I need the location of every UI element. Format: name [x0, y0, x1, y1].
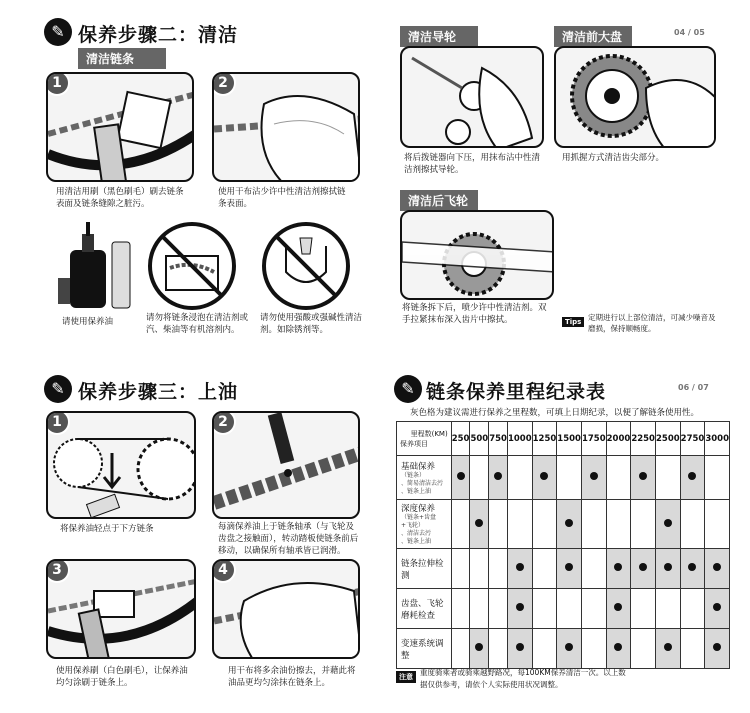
record-cell[interactable] — [451, 500, 470, 549]
maintenance-dot-icon — [664, 643, 672, 651]
table-header-row — [397, 422, 730, 456]
table-row — [397, 456, 730, 500]
chainring-illustration — [554, 46, 716, 148]
oil-bottle-brush-icon — [56, 222, 140, 312]
row-label-cell — [397, 629, 452, 669]
record-table — [396, 421, 730, 669]
step1-caption: 用清洁用刷（黑色刷毛）刷去链条表面及链条缝隙之脏污。 — [56, 187, 184, 209]
table-row — [397, 629, 730, 669]
maintenance-dot-icon — [475, 519, 483, 527]
record-cell[interactable] — [507, 589, 532, 629]
cloth-wipe-illustration — [214, 74, 360, 182]
record-cell[interactable] — [680, 589, 705, 629]
cassette-illustration — [400, 210, 554, 300]
maintenance-dot-icon — [516, 643, 524, 651]
maintenance-dot-icon — [516, 563, 524, 571]
wrench-icon: ✎ — [44, 18, 72, 46]
maintenance-dot-icon — [614, 563, 622, 571]
maintenance-dot-icon — [494, 472, 502, 480]
page-cleaning-parts — [382, 6, 732, 351]
guide-caption: 将后拨链器向下压，用抹布沾中性清洁剂擦拭导轮。 — [404, 153, 541, 175]
table-row — [397, 549, 730, 589]
record-cell[interactable] — [532, 500, 557, 549]
maintenance-dot-icon — [475, 643, 483, 651]
record-cell[interactable] — [581, 500, 606, 549]
section-tag-front: 清洁前大盘 — [554, 26, 632, 47]
record-cell[interactable] — [489, 629, 508, 669]
step-number: 2 — [212, 411, 236, 435]
record-cell[interactable] — [470, 549, 489, 589]
row-label: 齿盘、飞轮磨耗检查 — [401, 598, 444, 621]
record-cell[interactable] — [680, 629, 705, 669]
table-row — [397, 500, 730, 549]
mileage-col-header: 750 — [489, 422, 508, 456]
row-sublabel: （链条+齿盘+飞轮） 、清洁去污 、链条上油 — [401, 514, 437, 545]
maintenance-dot-icon — [713, 603, 721, 611]
tips-text: 定期进行以上部位清洁，可减少噪音及磨损，保持顺畅度。 — [588, 313, 716, 333]
chain-brush-illustration — [48, 74, 194, 182]
record-cell[interactable] — [680, 549, 705, 589]
record-cell[interactable] — [705, 629, 730, 669]
step2-illustration — [212, 411, 360, 519]
row-label: 变速系统调整 — [401, 638, 444, 661]
record-cell[interactable] — [705, 500, 730, 549]
no-soak-icon — [146, 220, 238, 312]
rear-caption: 将链条拆下后，喷少许中性清洁剂。双手拉紧抹布深入齿片中擦拭。 — [402, 303, 547, 325]
maintenance-dot-icon — [713, 643, 721, 651]
record-cell[interactable] — [489, 500, 508, 549]
record-cell[interactable] — [581, 549, 606, 589]
mileage-col-header: 1000 — [507, 422, 532, 456]
mileage-col-header: 250 — [451, 422, 470, 456]
row-label-cell — [397, 456, 452, 500]
maintenance-dot-icon — [688, 472, 696, 480]
record-cell[interactable] — [557, 549, 582, 589]
record-cell[interactable] — [655, 500, 680, 549]
record-cell[interactable] — [606, 500, 631, 549]
page-number: 06 / 07 — [678, 383, 709, 392]
maintenance-dot-icon — [664, 519, 672, 527]
record-cell[interactable] — [631, 549, 656, 589]
section-tag: 清洁链条 — [78, 48, 166, 69]
page-number: 04 / 05 — [674, 28, 705, 37]
record-cell[interactable] — [557, 629, 582, 669]
maintenance-dot-icon — [688, 563, 696, 571]
step1-illustration — [46, 72, 194, 182]
maintenance-dot-icon — [639, 563, 647, 571]
record-cell[interactable] — [470, 589, 489, 629]
no-acid-icon — [260, 220, 352, 312]
row-label-cell — [397, 589, 452, 629]
record-cell[interactable] — [507, 456, 532, 500]
record-cell[interactable] — [581, 629, 606, 669]
maintenance-dot-icon — [516, 603, 524, 611]
maintenance-dot-icon — [540, 472, 548, 480]
mileage-col-header: 1500 — [557, 422, 582, 456]
page-record-table — [382, 363, 732, 707]
section-tag-guide: 清洁导轮 — [400, 26, 478, 47]
page-oiling — [22, 363, 370, 707]
record-cell[interactable] — [489, 589, 508, 629]
step-number: 3 — [46, 559, 70, 583]
step-number: 1 — [46, 72, 70, 96]
record-cell[interactable] — [489, 456, 508, 500]
step3-caption: 使用保养刷（白色刷毛），让保养油均匀涂刷于链条上。 — [56, 666, 188, 688]
record-cell[interactable] — [507, 549, 532, 589]
record-cell[interactable] — [557, 456, 582, 500]
record-cell[interactable] — [655, 589, 680, 629]
record-cell[interactable] — [451, 589, 470, 629]
step4-caption: 用干布将多余油份擦去，并藉此将油品更均匀涂抹在链条上。 — [228, 666, 356, 688]
mileage-col-header: 2500 — [655, 422, 680, 456]
record-cell[interactable] — [451, 629, 470, 669]
record-cell[interactable] — [680, 456, 705, 500]
page-title: 链条保养里程纪录表 — [426, 381, 607, 403]
row-label: 链条拉伸检测 — [401, 558, 444, 581]
record-cell[interactable] — [532, 456, 557, 500]
step-number: 1 — [46, 411, 70, 435]
record-cell[interactable] — [507, 500, 532, 549]
record-cell[interactable] — [451, 456, 470, 500]
step1-caption: 将保养油轻点于下方链条 — [60, 524, 154, 534]
record-cell[interactable] — [631, 589, 656, 629]
record-cell[interactable] — [532, 549, 557, 589]
record-cell[interactable] — [705, 549, 730, 589]
mileage-col-header: 2000 — [606, 422, 631, 456]
maintenance-dot-icon — [614, 643, 622, 651]
maintenance-dot-icon — [565, 643, 573, 651]
record-cell[interactable] — [507, 629, 532, 669]
mileage-header: 里程数(KM) — [410, 429, 448, 438]
record-cell[interactable] — [470, 629, 489, 669]
maintenance-dot-icon — [457, 472, 465, 480]
step1-illustration — [46, 411, 196, 519]
record-cell[interactable] — [532, 589, 557, 629]
tips-label: Tips — [562, 317, 584, 327]
wrench-icon: ✎ — [44, 375, 72, 403]
step-number: 2 — [212, 72, 236, 96]
mileage-col-header: 1250 — [532, 422, 557, 456]
record-cell[interactable] — [655, 549, 680, 589]
record-cell[interactable] — [581, 589, 606, 629]
record-cell[interactable] — [606, 456, 631, 500]
row-label: 深度保养 — [401, 504, 436, 514]
page-title: 保养步骤二：清洁 — [78, 24, 239, 46]
front-caption: 用抓握方式清洁齿尖部分。 — [562, 153, 665, 163]
record-cell[interactable] — [451, 549, 470, 589]
step2-caption: 每滴保养油上于链条轴承（与飞轮及齿盘之接触面），转动踏板使链条前后移动，以确保所有轴承皆已润滑。 — [218, 522, 359, 556]
mileage-col-header: 2750 — [680, 422, 705, 456]
record-cell[interactable] — [631, 500, 656, 549]
record-cell[interactable] — [581, 456, 606, 500]
guide-wheel-illustration — [400, 46, 544, 148]
record-cell[interactable] — [489, 549, 508, 589]
corner-cell — [397, 422, 452, 456]
record-cell[interactable] — [655, 629, 680, 669]
intro-text: 灰色格为建议需进行保养之里程数，可填上日期纪录，以便了解链条使用性。 — [410, 408, 700, 418]
wrench-icon: ✎ — [394, 375, 422, 403]
no-soak-caption: 请勿将链条浸泡在清洁剂或汽、柴油等有机溶剂内。 — [146, 313, 249, 335]
note-label: 注意 — [396, 671, 416, 683]
step2-caption: 使用干布沾少许中性清洁剂擦拭链条表面。 — [218, 187, 346, 209]
maintenance-dot-icon — [614, 603, 622, 611]
mileage-col-header: 3000 — [705, 422, 730, 456]
record-cell[interactable] — [606, 629, 631, 669]
record-cell[interactable] — [680, 500, 705, 549]
record-cell[interactable] — [606, 589, 631, 629]
maintenance-dot-icon — [565, 563, 573, 571]
record-cell[interactable] — [557, 589, 582, 629]
record-cell[interactable] — [606, 549, 631, 589]
record-cell[interactable] — [532, 629, 557, 669]
row-sublabel: （链条） 、简易清洁去污 、链条上油 — [401, 471, 444, 495]
record-cell[interactable] — [631, 629, 656, 669]
oil-caption: 请使用保养油 — [62, 317, 114, 327]
record-cell[interactable] — [655, 456, 680, 500]
record-cell[interactable] — [470, 456, 489, 500]
no-acid-caption: 请勿使用强酸或强碱性清洁剂。如除锈剂等。 — [260, 313, 363, 335]
step4-illustration — [212, 559, 360, 659]
record-cell[interactable] — [631, 456, 656, 500]
maintenance-dot-icon — [713, 563, 721, 571]
page-cleaning-chain — [22, 6, 370, 351]
row-label: 基础保养 — [401, 461, 436, 472]
maintenance-dot-icon — [664, 563, 672, 571]
maintenance-dot-icon — [590, 472, 598, 480]
record-cell[interactable] — [705, 589, 730, 629]
step2-illustration — [212, 72, 360, 182]
row-label-cell — [397, 500, 452, 549]
mileage-col-header: 1750 — [581, 422, 606, 456]
note-text: 重度骑乘者或骑乘越野路况，每100KM保养清洁一次。以上数据仅供参考，请依个人实际使用状况调整。 — [420, 668, 626, 689]
row-label-cell — [397, 549, 452, 589]
maintenance-dot-icon — [565, 519, 573, 527]
record-cell[interactable] — [557, 500, 582, 549]
page-title: 保养步骤三：上油 — [78, 381, 239, 403]
mileage-col-header: 2250 — [631, 422, 656, 456]
record-cell[interactable] — [705, 456, 730, 500]
record-cell[interactable] — [470, 500, 489, 549]
step3-illustration — [46, 559, 196, 659]
section-tag-rear: 清洁后飞轮 — [400, 190, 478, 211]
table-row — [397, 589, 730, 629]
mileage-col-header: 500 — [470, 422, 489, 456]
item-header: 保养项目 — [400, 439, 428, 448]
maintenance-dot-icon — [639, 472, 647, 480]
step-number: 4 — [212, 559, 236, 583]
